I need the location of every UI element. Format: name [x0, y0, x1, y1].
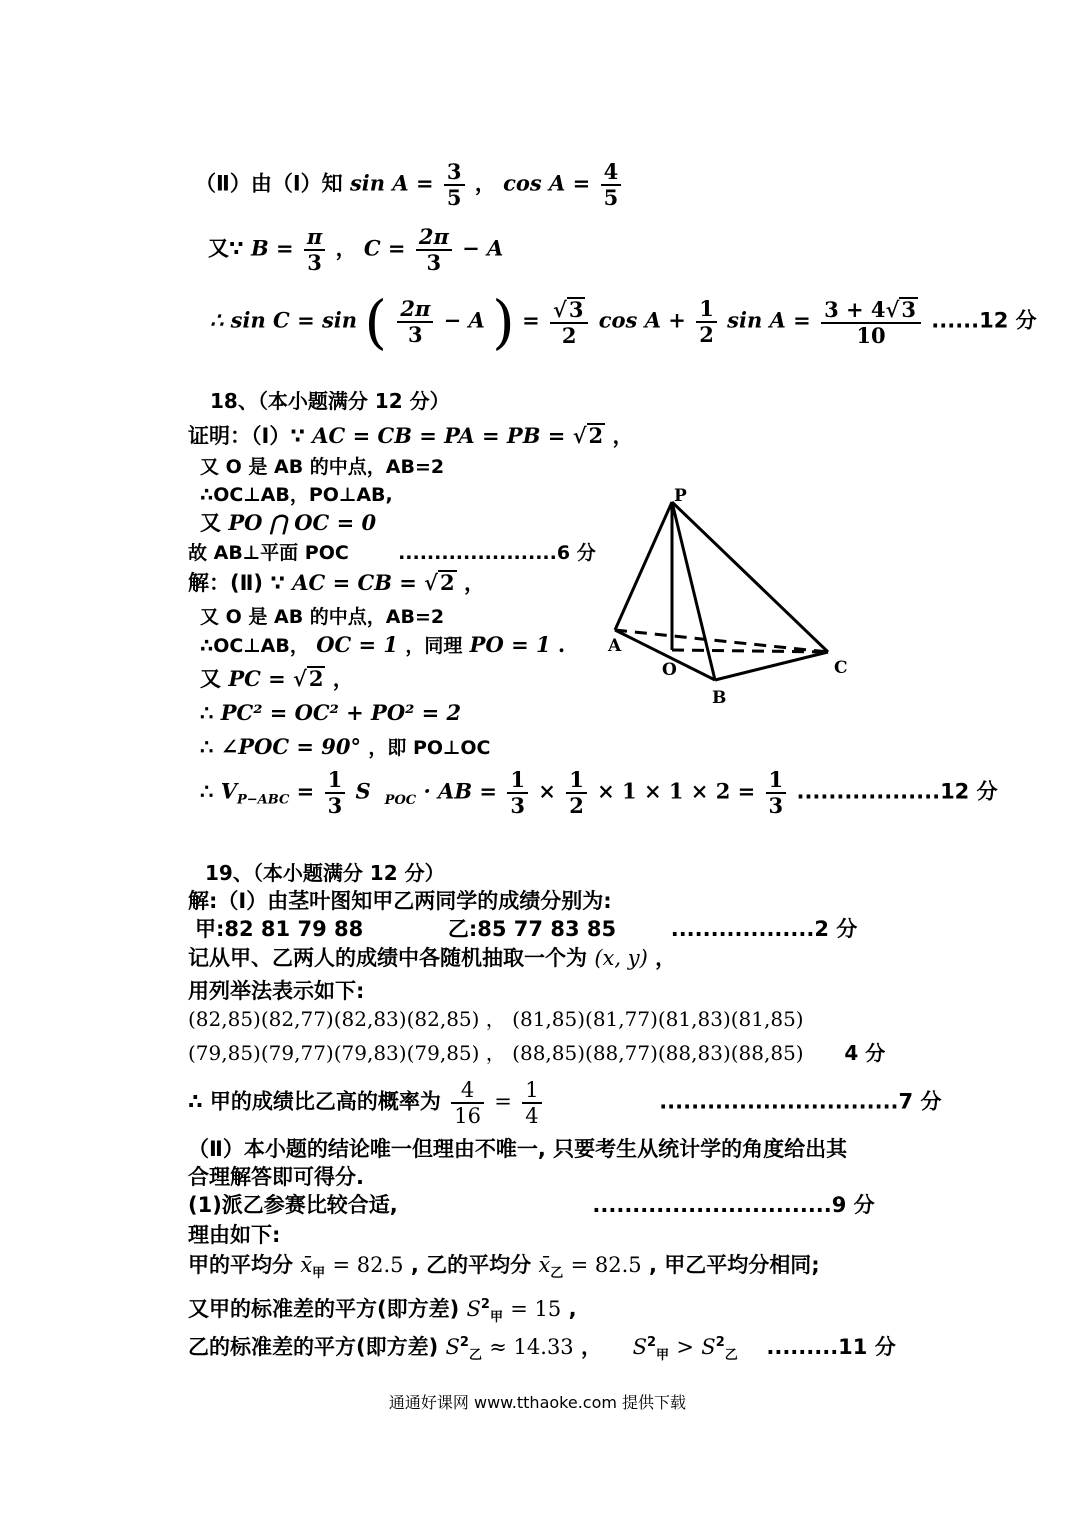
- frac-num: 2π: [416, 225, 452, 251]
- fraction-sqrt3-2: [550, 297, 588, 348]
- frac-num: π: [304, 225, 325, 251]
- sqrt-arg: 2: [440, 570, 455, 595]
- greater-than: >: [676, 1335, 694, 1359]
- c-eq: C =: [363, 235, 406, 261]
- fraction-result: [821, 297, 921, 348]
- sup-2: 2: [459, 1335, 469, 1350]
- label-a: A: [608, 636, 622, 656]
- sub-jia: 甲: [489, 1310, 503, 1326]
- volume-subscript: P−ABC: [236, 792, 290, 808]
- frac-den: 2: [569, 793, 584, 818]
- variance-symbol: S: [701, 1335, 716, 1359]
- fraction-2pi-3: [397, 297, 433, 347]
- also-text: 又: [200, 667, 221, 691]
- pyramid-figure: [600, 485, 870, 719]
- variance-yi-text: 乙的标准差的平方(即方差): [188, 1335, 439, 1359]
- frac-den: 3: [307, 250, 322, 275]
- therefore: ∴: [200, 734, 214, 759]
- frac-den: 16: [454, 1104, 481, 1128]
- num-part: 3 + 4: [824, 296, 886, 322]
- q19-line11: 理由如下:: [188, 1223, 281, 1247]
- sup-2: 2: [715, 1335, 725, 1350]
- q18-proof-line1: 证明：（Ⅰ）∵ AC = CB = PA = PB = √2 ，: [188, 423, 634, 448]
- conclusion: 故 AB⊥平面 POC: [188, 542, 349, 564]
- sup-2: 2: [647, 1335, 657, 1350]
- frac-num: √3: [550, 297, 588, 324]
- times: ×: [538, 778, 556, 804]
- q18-title: 18、（本小题满分 12 分）: [210, 389, 450, 413]
- equals: =: [494, 1089, 512, 1114]
- variance-jia-text: 又甲的标准差的平方(即方差): [188, 1297, 460, 1321]
- q19-line2: [195, 916, 857, 942]
- sqrt-arg: 2: [308, 666, 324, 691]
- q17-part2-line2: [208, 225, 503, 275]
- mean-yi-text: , 乙的平均分: [410, 1253, 532, 1277]
- frac-den: 3: [510, 793, 525, 818]
- q19-line1: 解:（Ⅰ）由茎叶图知甲乙两同学的成绩分别为:: [188, 889, 612, 913]
- q17-sinA-label: sin A =: [349, 170, 434, 196]
- q18-proof-line4: [200, 510, 376, 536]
- frac-num: 4: [451, 1078, 484, 1104]
- points-marker: ..............................7 分: [659, 1089, 942, 1114]
- frac-num: 1: [507, 768, 528, 794]
- points-marker: .........11 分: [766, 1335, 896, 1359]
- sub-yi: 乙: [550, 1266, 564, 1282]
- sub-jia: 甲: [312, 1266, 326, 1282]
- similarly-text: ，同理: [405, 635, 463, 657]
- perp-text: ∴OC⊥AB，: [200, 635, 309, 657]
- probability-text: ∴ 甲的成绩比乙高的概率为: [188, 1089, 441, 1114]
- jia-scores: 甲:82 81 79 88: [195, 917, 364, 941]
- volume-symbol: V: [220, 778, 237, 804]
- fraction-1-2: [566, 768, 587, 818]
- sub-jia: 甲: [656, 1348, 670, 1364]
- q18-proof-line2: 又 O 是 AB 的中点，AB=2: [200, 456, 445, 478]
- proof-prefix: 证明：（Ⅰ）∵: [188, 424, 305, 448]
- sinA-eq: sin A =: [727, 307, 811, 333]
- minus-a: − A: [462, 235, 504, 261]
- label-b: B: [712, 688, 727, 708]
- equals: =: [296, 778, 315, 804]
- separator: ，: [580, 1335, 602, 1359]
- fraction-1-3: [325, 768, 346, 818]
- fraction-1-4: [522, 1078, 541, 1128]
- q19-line7: [188, 1078, 941, 1128]
- points-marker: ......................6 分: [398, 542, 596, 564]
- q17-cosA-label: cos A =: [503, 170, 591, 196]
- frac-den: 4: [525, 1104, 539, 1128]
- also-text: 又: [200, 511, 221, 535]
- separator: ,: [568, 1297, 577, 1321]
- solution-prefix: 解：(Ⅱ) ∵: [188, 571, 285, 595]
- q19-line3: [188, 945, 676, 971]
- q19-line8: （Ⅱ）本小题的结论唯一但理由不唯一, 只要考生从统计学的角度给出其: [188, 1137, 848, 1161]
- fraction-4-5: [601, 160, 622, 210]
- points-marker: ..................2 分: [670, 917, 858, 941]
- edge-pa: [615, 502, 672, 630]
- variance-jia-value: = 15: [510, 1297, 562, 1321]
- q19-line5: (82,85)(82,77)(82,83)(82,85) ， (81,85)(81,77)(81,83)(81,85): [188, 1007, 804, 1031]
- frac-num: 1: [766, 768, 787, 794]
- pyramid-diagram: [600, 485, 870, 715]
- q19-line9: 合理解答即可得分.: [188, 1165, 364, 1189]
- mean-conclusion: , 甲乙平均分相同;: [648, 1253, 820, 1277]
- q19-line6: [188, 1040, 885, 1066]
- fraction-1-3: [766, 768, 787, 818]
- q18-solution-line1: 解：(Ⅱ) ∵ AC = CB = √2 ，: [188, 570, 485, 595]
- q18-proof-line3: ∴OC⊥AB，PO⊥AB,: [200, 484, 393, 506]
- q19-line12: [188, 1252, 820, 1287]
- mean-jia-text: 甲的平均分: [188, 1253, 293, 1277]
- separator: ，: [612, 423, 634, 448]
- page-footer: 通通好课网 www.tthaoke.com 提供下载: [388, 1393, 687, 1412]
- q18-solution-line6: [200, 734, 491, 761]
- points-marker: ..................12 分: [796, 779, 998, 804]
- period: .: [557, 632, 566, 657]
- edge-bc: [715, 652, 828, 680]
- area-subscript: POC: [384, 792, 417, 808]
- oc-eq: OC = 1: [316, 632, 399, 657]
- label-o: O: [662, 660, 677, 680]
- pc-eq: PC =: [228, 666, 286, 691]
- frac-den: 10: [856, 322, 886, 348]
- q19-line14: [188, 1330, 896, 1369]
- points-marker: ..............................9 分: [592, 1193, 875, 1217]
- q19-title: 19、（本小题满分 12 分）: [205, 861, 445, 885]
- right-paren: ): [492, 288, 515, 356]
- sqrt-arg: 2: [588, 423, 604, 448]
- frac-num: 2π: [397, 297, 433, 323]
- b-eq: B =: [250, 235, 294, 261]
- variance-symbol: S: [445, 1335, 460, 1359]
- sinC-eq: ∴ sin C = sin: [210, 307, 358, 333]
- angle-expr: ∠POC = 90°: [220, 734, 362, 759]
- mean-symbol: x̄: [538, 1253, 551, 1277]
- frac-den: 3: [426, 250, 442, 275]
- mean-jia-value: = 82.5: [332, 1253, 404, 1277]
- frac-den: 2: [699, 322, 714, 347]
- therefore: ∴: [200, 700, 214, 725]
- edge-ac-hidden: [615, 630, 828, 652]
- fraction-2pi-3: [416, 225, 452, 275]
- sub-yi: 乙: [468, 1348, 482, 1364]
- q19-line4: 用列举法表示如下:: [188, 979, 365, 1003]
- fraction-pi-3: [304, 225, 325, 275]
- sqrt-arg: 3: [568, 296, 584, 322]
- q18-solution-line4: 又 PC = √2 ，: [200, 666, 354, 691]
- frac-den: 3: [327, 793, 343, 818]
- product-tail: × 1 × 1 × 2 =: [597, 778, 756, 804]
- equality-chain: AC = CB = PA = PB =: [312, 423, 566, 448]
- frac-num: 1: [566, 768, 587, 794]
- intersection-expr: PO ⋂ OC = 0: [228, 510, 377, 535]
- separator: ，: [655, 946, 677, 970]
- sup-2: 2: [480, 1297, 490, 1312]
- separator: ，: [474, 170, 496, 196]
- q18-solution-line5: [200, 700, 461, 726]
- pairs-row2: (79,85)(79,77)(79,83)(79,85) ， (88,85)(88,77)(88,83)(88,85): [188, 1041, 804, 1065]
- frac-num: 1: [696, 297, 717, 323]
- sampling-text: 记从甲、乙两人的成绩中各随机抽取一个为: [188, 946, 587, 970]
- minus-a: − A: [443, 307, 485, 333]
- edge-pb: [672, 502, 715, 680]
- q18-solution-line2: 又 O 是 AB 的中点，AB=2: [200, 606, 445, 628]
- frac-num: 3: [444, 160, 465, 186]
- label-p: P: [674, 486, 687, 506]
- q19-line10: [188, 1192, 875, 1218]
- separator: ，: [335, 235, 357, 261]
- mean-symbol: x̄: [300, 1253, 313, 1277]
- frac-den: 5: [603, 185, 619, 210]
- separator: ，: [463, 570, 485, 595]
- q18-solution-line7: [200, 768, 998, 818]
- cosA-plus: cos A +: [598, 307, 686, 333]
- fraction-3-5: [444, 160, 465, 210]
- variance-symbol: S: [632, 1335, 647, 1359]
- mean-yi-value: = 82.5: [570, 1253, 642, 1277]
- frac-num: 1: [522, 1078, 541, 1104]
- equals: =: [522, 307, 540, 333]
- frac-num: 1: [325, 768, 346, 794]
- q17-part2-line3: [210, 288, 1037, 356]
- frac-den: 3: [768, 793, 784, 818]
- pythagoras-expr: PC² = OC² + PO² = 2: [220, 700, 462, 725]
- points-marker: ......12 分: [931, 308, 1037, 333]
- frac-num: 4: [601, 160, 622, 186]
- frac-den: 2: [561, 322, 577, 348]
- yi-scores: 乙:85 77 83 85: [447, 917, 617, 941]
- fraction-4-16: [451, 1078, 484, 1128]
- left-paren: (: [364, 288, 388, 356]
- times-ab: · AB =: [423, 778, 498, 804]
- separator: ，: [332, 666, 354, 691]
- variance-symbol: S: [466, 1297, 481, 1321]
- fraction-1-3: [507, 768, 528, 818]
- q17-part2-line1: [195, 160, 624, 210]
- choose-yi: (1)派乙参赛比较合适,: [188, 1193, 398, 1217]
- therefore: ∴: [200, 778, 214, 804]
- po-eq: PO = 1: [469, 632, 551, 657]
- sub-yi: 乙: [724, 1348, 738, 1364]
- sqrt-arg: 3: [901, 296, 916, 322]
- fraction-1-2: [696, 297, 717, 347]
- q17-prefix: （Ⅱ）由（Ⅰ）知: [195, 171, 343, 196]
- frac-num: 3 + 4√3: [821, 297, 921, 324]
- edge-pc: [672, 502, 828, 652]
- equality-chain: AC = CB =: [292, 570, 417, 595]
- area-symbol: S: [355, 778, 371, 804]
- pair-xy: (x, y): [594, 946, 648, 970]
- frac-den: 3: [408, 322, 423, 347]
- perp-conclusion: ，即 PO⊥OC: [368, 737, 491, 759]
- variance-yi-value: ≈ 14.33: [489, 1335, 574, 1359]
- frac-den: 5: [446, 185, 462, 210]
- q19-line13: [188, 1292, 577, 1331]
- because-text: 又∵: [208, 236, 244, 261]
- points-marker: 4 分: [844, 1041, 886, 1065]
- q18-proof-line5: [188, 540, 596, 566]
- label-c: C: [834, 658, 848, 678]
- q18-solution-line3: [200, 632, 565, 659]
